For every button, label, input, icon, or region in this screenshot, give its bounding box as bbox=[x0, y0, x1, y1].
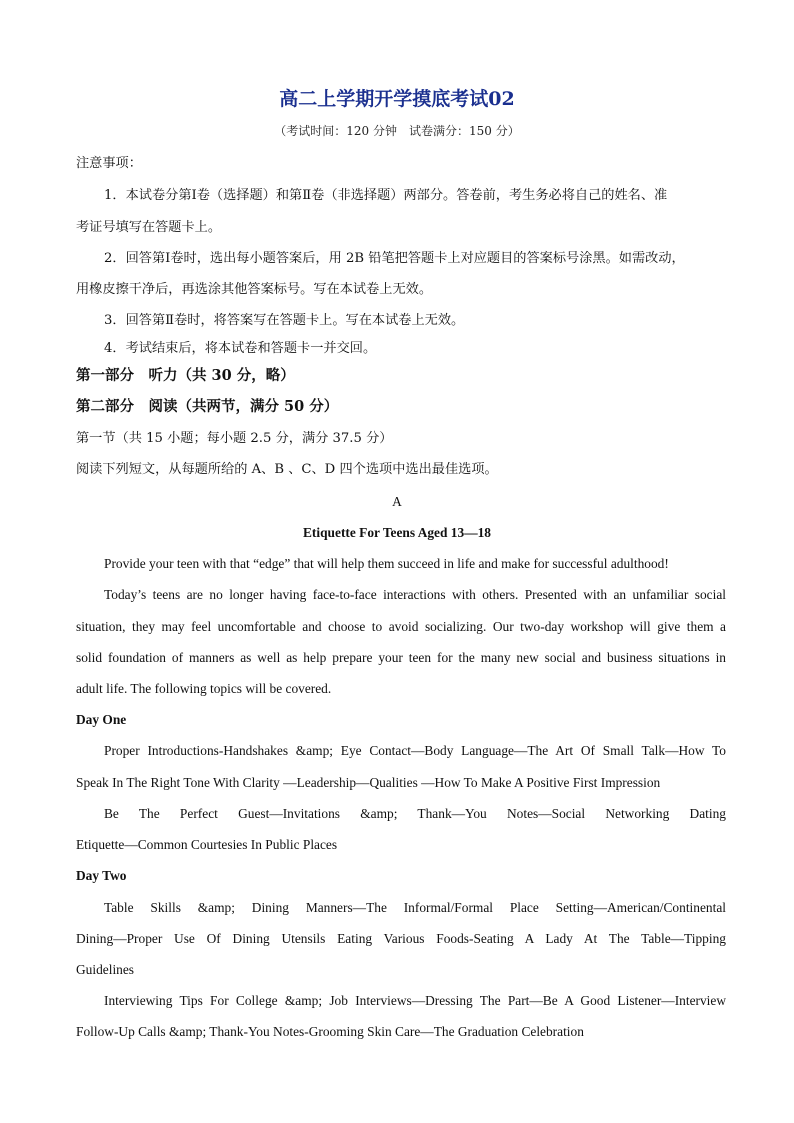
notice-item-4: 4．考试结束后，将本试卷和答题卡一并交回。 bbox=[104, 341, 377, 356]
day-one-topics-1-line-1: Proper Introductions-Handshakes &amp; Eye Contact—Body Language—The Art Of Small Talk—How To bbox=[104, 743, 726, 758]
passage-paragraph-2-line-2: situation, they may feel uncomfortable and choose to avoid socializing. Our two-day workshop will give them a bbox=[76, 619, 726, 634]
passage-title: Etiquette For Teens Aged 13—18 bbox=[303, 525, 491, 540]
notice-item-2-line-1: 2．回答第Ⅰ卷时，选出每小题答案后，用 2B 铅笔把答题卡上对应题目的答案标号涂黑。如需改动， bbox=[104, 251, 685, 266]
passage-paragraph-1: Provide your teen with that “edge” that will help them succeed in life and make for successful adulthood! bbox=[104, 556, 669, 571]
day-two-topics-2-line-1: Interviewing Tips For College &amp; Job Interviews—Dressing The Part—Be A Good Listener—Interview bbox=[104, 993, 726, 1008]
day-two-topics-1-line-3: Guidelines bbox=[76, 962, 135, 977]
notice-item-3: 3．回答第Ⅱ卷时，将答案写在答题卡上。写在本试卷上无效。 bbox=[104, 313, 465, 328]
day-one-topics-1-line-2: Speak In The Right Tone With Clarity —Leadership—Qualities —How To Make A Positive First Impression bbox=[76, 775, 661, 790]
day-two-topics-1-line-2: Dining—Proper Use Of Dining Utensils Eating Various Foods-Seating A Lady At The Table—Tipping bbox=[76, 931, 726, 946]
day-one-heading: Day One bbox=[76, 712, 127, 727]
day-two-topics-1-line-1: Table Skills &amp; Dining Manners—The Informal/Formal Place Setting—American/Continental bbox=[104, 900, 726, 915]
notice-item-1-line-2: 考证号填写在答题卡上。 bbox=[76, 220, 222, 235]
notice-label: 注意事项： bbox=[76, 156, 142, 171]
reading-instruction: 阅读下列短文，从每题所给的 A、B 、C、D 四个选项中选出最佳选项。 bbox=[76, 462, 498, 477]
exam-time-info: （考试时间：120 分钟 试卷满分：150 分） bbox=[274, 124, 520, 138]
day-one-topics-2-line-1: Be The Perfect Guest—Invitations &amp; Thank—You Notes—Social Networking Dating bbox=[104, 806, 726, 821]
day-two-heading: Day Two bbox=[76, 868, 127, 883]
passage-paragraph-2-line-3: solid foundation of manners as well as help prepare your teen for the many new social and business situations in bbox=[76, 650, 726, 665]
notice-item-2-line-2: 用橡皮擦干净后，再选涂其他答案标号。写在本试卷上无效。 bbox=[76, 282, 433, 297]
section-1-info: 第一节（共 15 小题；每小题 2.5 分，满分 37.5 分） bbox=[76, 431, 393, 446]
passage-paragraph-2-line-4: adult life. The following topics will be covered. bbox=[76, 681, 332, 696]
day-one-topics-2-line-2: Etiquette—Common Courtesies In Public Places bbox=[76, 837, 338, 852]
part-1-heading: 第一部分 听力（共 30 分，略） bbox=[76, 367, 295, 384]
part-2-heading: 第二部分 阅读（共两节，满分 50 分） bbox=[76, 398, 339, 415]
passage-paragraph-2-line-1: Today’s teens are no longer having face-to-face interactions with others. Presented with an unfamiliar social bbox=[104, 587, 726, 602]
page-title: 高二上学期开学摸底考试02 bbox=[279, 88, 515, 110]
passage-label: A bbox=[392, 494, 402, 509]
day-two-topics-2-line-2: Follow-Up Calls &amp; Thank-You Notes-Grooming Skin Care—The Graduation Celebration bbox=[76, 1024, 584, 1039]
notice-item-1-line-1: 1．本试卷分第Ⅰ卷（选择题）和第Ⅱ卷（非选择题）两部分。答卷前，考生务必将自己的姓名、准 bbox=[104, 188, 668, 203]
